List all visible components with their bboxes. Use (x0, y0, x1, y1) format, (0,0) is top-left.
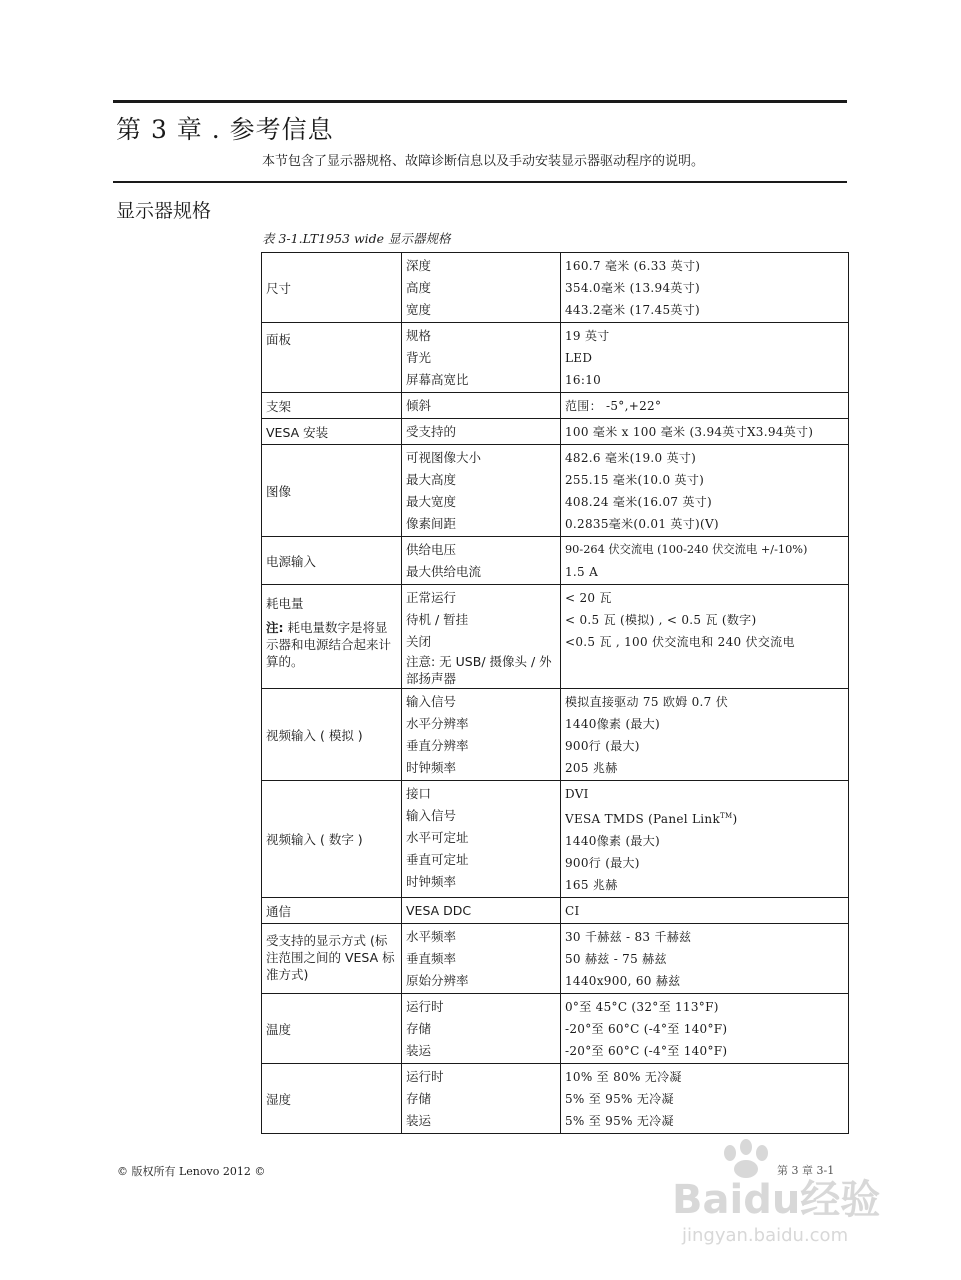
power-note: 注: 耗电量数字是将显示器和电源结合起来计算的。 (266, 620, 392, 669)
table-row (262, 323, 849, 393)
section-rule (113, 181, 847, 183)
baidu-watermark (668, 1135, 908, 1250)
watermark-brand: Baidu经验 (672, 1177, 881, 1223)
spec-table (261, 252, 849, 1134)
row-values: 范围： -5°,+22° (561, 393, 849, 419)
row-values: 160.7 毫米 (6.33 英寸) 354.0毫米 (13.94英寸) 443.2毫米 (17.45英寸) (561, 253, 849, 323)
table-row (262, 1064, 849, 1134)
table-caption: 表 3-1.LT1953 wide 显示器规格 (262, 231, 451, 246)
row-items: 可视图像大小 最大高度 最大宽度 像素间距 (402, 445, 561, 537)
table-row (262, 253, 849, 323)
row-items: 深度 高度 宽度 (402, 253, 561, 323)
table-row (262, 689, 849, 781)
row-category-video-digital: 视频输入 ( 数字 ) (262, 781, 402, 898)
row-category-modes: 受支持的显示方式 (标注范围之间的 VESA 标准方式) (262, 924, 402, 994)
row-items: 运行时 存储 装运 (402, 994, 561, 1064)
row-items: 倾斜 (402, 393, 561, 419)
row-category-image: 图像 (262, 445, 402, 537)
row-values: 100 毫米 x 100 毫米 (3.94英寸X3.94英寸) (561, 419, 849, 445)
row-items: 水平频率 垂直频率 原始分辨率 (402, 924, 561, 994)
chapter-intro: 本节包含了显示器规格、故障诊断信息以及手动安装显示器驱动程序的说明。 (262, 154, 705, 169)
table-row (262, 393, 849, 419)
row-category-size: 尺寸 (262, 253, 402, 323)
row-category-power-input: 电源输入 (262, 537, 402, 585)
watermark-url: jingyan.baidu.com (682, 1225, 849, 1246)
row-items: 正常运行 待机 / 暂挂 关闭 注意: 无 USB/ 摄像头 / 外部扬声器 (402, 585, 561, 689)
row-category-vesa: VESA 安装 (262, 419, 402, 445)
row-category-humidity: 湿度 (262, 1064, 402, 1134)
row-items: 输入信号 水平分辨率 垂直分辨率 时钟频率 (402, 689, 561, 781)
table-row (262, 994, 849, 1064)
section-title: 显示器规格 (116, 200, 212, 222)
row-category-video-analog: 视频输入 ( 模拟 ) (262, 689, 402, 781)
row-items: 供给电压 最大供给电流 (402, 537, 561, 585)
row-values: 模拟直接驱动 75 欧姆 0.7 伏 1440像素 (最大) 900行 (最大) 205 兆赫 (561, 689, 849, 781)
top-rule (113, 100, 847, 103)
table-row (262, 445, 849, 537)
row-category-temperature: 温度 (262, 994, 402, 1064)
row-category-panel: 面板 (262, 323, 402, 393)
row-values: < 20 瓦 < 0.5 瓦 (模拟) , < 0.5 瓦 (数字) <0.5 瓦 , 100 伏交流电和 240 伏交流电 (561, 585, 849, 689)
row-category-comm: 通信 (262, 898, 402, 924)
row-values: 0°至 45°C (32°至 113°F) -20°至 60°C (-4°至 140°F) -20°至 60°C (-4°至 140°F) (561, 994, 849, 1064)
row-category-power-consumption: 耗电量 注: 耗电量数字是将显示器和电源结合起来计算的。 (262, 585, 402, 689)
row-values: 90-264 伏交流电 (100-240 伏交流电 +/-10%) 1.5 A (561, 537, 849, 585)
row-values: 10% 至 80% 无冷凝 5% 至 95% 无冷凝 5% 至 95% 无冷凝 (561, 1064, 849, 1134)
table-row (262, 898, 849, 924)
row-category-stand: 支架 (262, 393, 402, 419)
footer-page-number: 第 3 章 3-1 (777, 1164, 835, 1177)
table-row (262, 781, 849, 898)
row-values: 482.6 毫米(19.0 英寸) 255.15 毫米(10.0 英寸) 408.24 毫米(16.07 英寸) 0.2835毫米(0.01 英寸)(V) (561, 445, 849, 537)
row-items: 运行时 存储 装运 (402, 1064, 561, 1134)
table-row (262, 537, 849, 585)
row-values: 30 千赫兹 - 83 千赫兹 50 赫兹 - 75 赫兹 1440x900, 60 赫兹 (561, 924, 849, 994)
chapter-title: 第 3 章 . 参考信息 (116, 115, 334, 144)
row-items: 规格 背光 屏幕高宽比 (402, 323, 561, 393)
row-values: CI (561, 898, 849, 924)
table-row (262, 924, 849, 994)
paw-icon (724, 1139, 768, 1178)
row-values: 19 英寸 LED 16:10 (561, 323, 849, 393)
row-items: 受支持的 (402, 419, 561, 445)
row-items: 接口 输入信号 水平可定址 垂直可定址 时钟频率 (402, 781, 561, 898)
table-row (262, 585, 849, 689)
row-items: VESA DDC (402, 898, 561, 924)
footer-copyright: © 版权所有 Lenovo 2012 © (117, 1165, 266, 1178)
row-values: DVI VESA TMDS (Panel Link™) 1440像素 (最大) 900行 (最大) 165 兆赫 (561, 781, 849, 898)
table-row (262, 419, 849, 445)
